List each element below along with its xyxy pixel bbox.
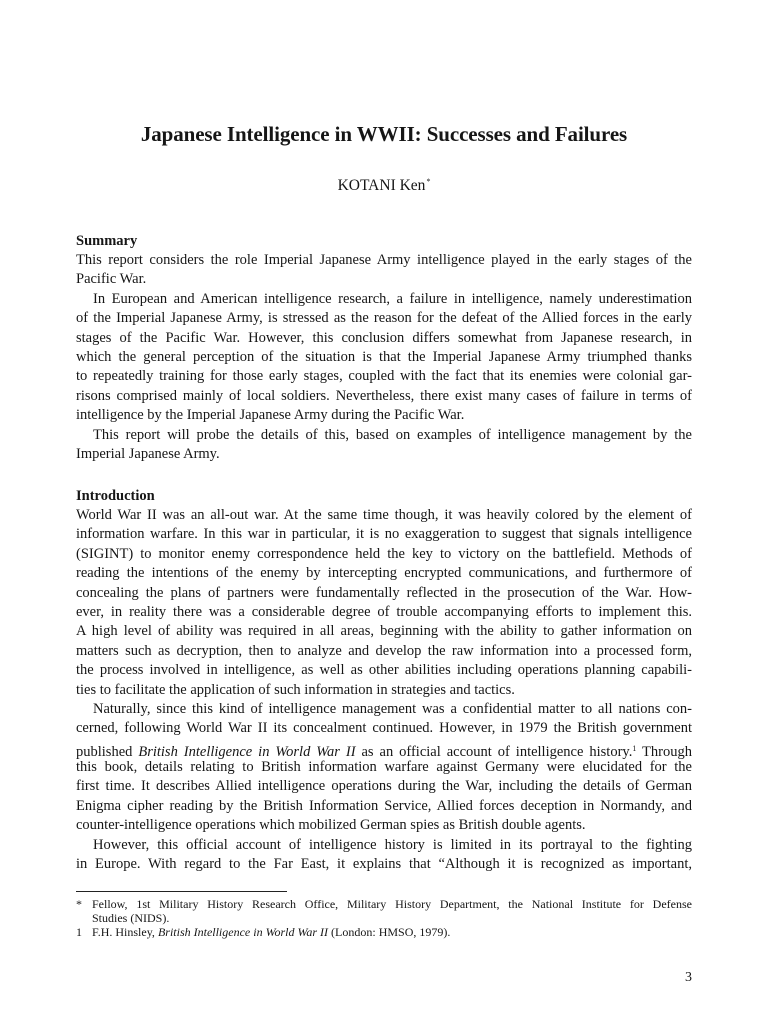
book-title: British Intelligence in World War II xyxy=(157,925,329,939)
intro-text: as an official account of intelligence history. xyxy=(355,743,633,760)
summary-line: to repeatedly training for those early stages, coupled with the fact that its enemies were colonial gar- xyxy=(76,368,692,385)
footnote-reference[interactable]: 1 xyxy=(632,743,637,753)
summary-line: This report considers the role Imperial Japanese Army intelligence played in the early stages of the xyxy=(76,252,692,268)
intro-line: matters such as decryption, then to analyze and develop the raw information into a processed form, xyxy=(76,642,692,659)
page-number: 3 xyxy=(685,970,692,985)
author-name: KOTANI Ken xyxy=(337,177,426,194)
footnote-mark: * xyxy=(76,897,82,911)
footnote-line xyxy=(92,925,692,939)
summary-line: risons comprised mainly of local soldiers. Nevertheless, there exist many cases of failure in terms of xyxy=(76,387,692,404)
intro-line: the process involved in intelligence, as well as other abilities including operations planning capabili- xyxy=(76,662,692,679)
intro-line: ties to facilitate the application of such information in strategies and tactics. xyxy=(76,681,515,698)
intro-line: first time. It describes Allied intelligence operations during the War, including the details of German xyxy=(76,778,692,795)
footnote-author xyxy=(76,897,692,925)
footnote-line: Fellow, 1st Military History Research Office, Military History Department, the National Institute for Defense xyxy=(92,897,692,911)
intro-line: information warfare. In this war in particular, it is no exaggeration to suggest that signals intelligence xyxy=(76,526,692,543)
summary-line: Pacific War. xyxy=(76,271,147,288)
intro-line: in Europe. With regard to the Far East, it explains that “Although it is recognized as important, xyxy=(76,856,692,873)
summary-section xyxy=(76,231,692,464)
intro-line: ever, in reality there was a considerable degree of trouble accompanying efforts to implement this. xyxy=(76,603,692,620)
intro-line: World War II was an all-out war. At the same time though, it was heavily colored by the element of xyxy=(76,507,692,523)
summary-heading: Summary xyxy=(76,233,138,249)
footnote-line: Studies (NIDS). xyxy=(92,911,170,925)
page-title: Japanese Intelligence in WWII: Successes and Failures xyxy=(140,122,628,146)
summary-line: In European and American intelligence research, a failure in intelligence, namely underestimation xyxy=(93,290,692,307)
intro-line: However, this official account of intelligence history is limited in its portrayal to the fighting xyxy=(93,836,692,853)
intro-line: Naturally, since this kind of intelligence management was a confidential matter to all nations con- xyxy=(93,700,692,717)
summary-line: stages of the Pacific War. However, this conclusion differs somewhat from Japanese research, in xyxy=(76,329,692,346)
intro-line: A high level of ability was required in all areas, beginning with the ability to gather information on xyxy=(76,623,692,640)
summary-line: intelligence by the Imperial Japanese Army during the Pacific War. xyxy=(76,407,465,424)
introduction-section xyxy=(76,486,692,874)
footnote-text: F.H. Hinsley, xyxy=(92,925,158,939)
intro-line: concealing the plans of partners were fundamentally reflected in the prosecution of the War. How- xyxy=(76,584,692,601)
summary-line: This report will probe the details of this, based on examples of intelligence management by the xyxy=(93,426,692,443)
footnote-text: (London: HMSO, 1979). xyxy=(328,925,451,939)
author-footnote-mark: * xyxy=(426,177,431,186)
summary-line: Imperial Japanese Army. xyxy=(76,445,220,462)
intro-text: published xyxy=(76,743,139,760)
author xyxy=(0,172,768,196)
summary-line: of the Imperial Japanese Army, is stressed as the reason for the defeat of the Allied forces in the early xyxy=(76,310,692,327)
intro-line: this book, details relating to British information warfare against Germany were elucidated for the xyxy=(76,759,692,776)
intro-line: cerned, following World War II its concealment continued. However, in 1979 the British government xyxy=(76,720,692,737)
intro-line: Enigma cipher reading by the British Information Service, Allied forces deception in Normandy, and xyxy=(76,797,692,814)
footnote-divider xyxy=(76,891,287,892)
introduction-heading: Introduction xyxy=(76,488,155,504)
intro-line: (SIGINT) to monitor enemy correspondence held the key to victory on the battlefield. Methods of xyxy=(76,545,692,562)
intro-line-with-citation xyxy=(76,739,692,758)
summary-line: which the general perception of the situation is that the Imperial Japanese Army triumphed thanks xyxy=(76,348,692,365)
footnote-mark: 1 xyxy=(76,925,82,939)
footnote-1 xyxy=(76,925,692,939)
intro-line: reading the intentions of the enemy by intercepting encrypted communications, and furthermore of xyxy=(76,565,692,582)
book-title: British Intelligence in World War II xyxy=(138,743,356,760)
intro-line: counter-intelligence operations which mobilized German spies as British double agents. xyxy=(76,817,586,834)
intro-text: Through xyxy=(636,743,692,760)
